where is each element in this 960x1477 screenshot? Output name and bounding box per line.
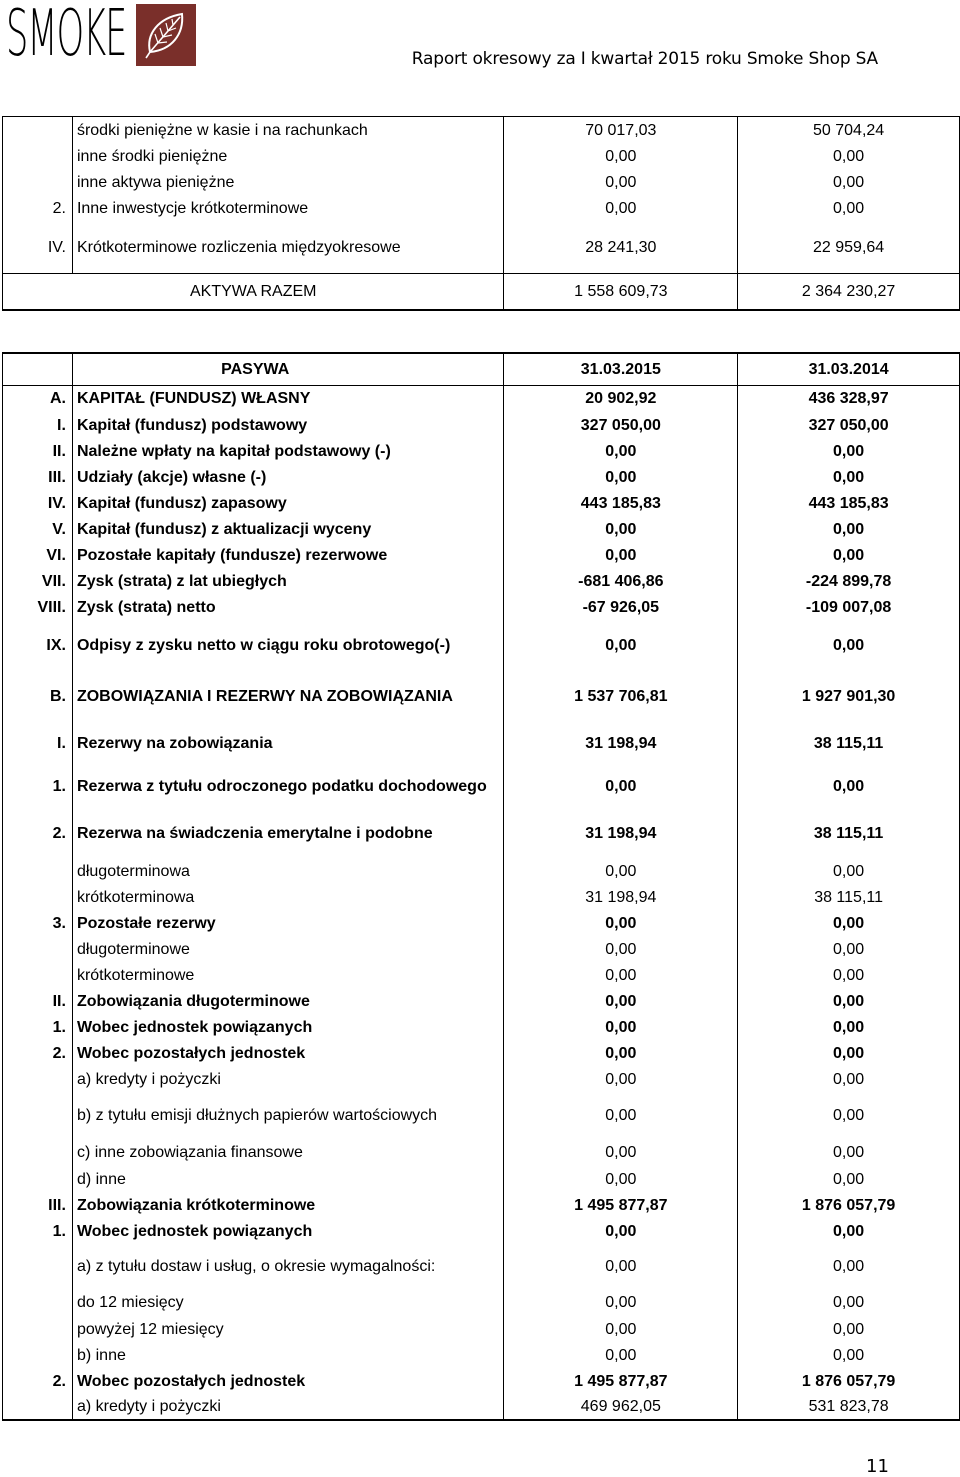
table-row [3,1368,960,1394]
value-2014: -224 899,78 [738,568,960,594]
row-label: Wobec jednostek powiązanych [72,1218,504,1244]
value-2014: 0,00 [738,1218,960,1244]
total-row [3,274,960,310]
table-row [3,1394,960,1420]
value-2014: 38 115,11 [738,884,960,910]
row-label: inne aktywa pieniężne [72,170,504,196]
value-2015: 0,00 [504,962,738,988]
table-row [3,516,960,542]
report-title: Raport okresowy za I kwartał 2015 roku Smoke Shop SA [411,49,878,69]
row-label: Inne inwestycje krótkoterminowe [72,196,504,222]
row-number: 1. [3,764,73,808]
value-2014: 1 927 901,30 [738,670,960,722]
value-2015: 0,00 [504,438,738,464]
row-number: 3. [3,910,73,936]
row-label: powyżej 12 miesięcy [72,1316,504,1342]
assets-total-2015: 1 558 609,73 [504,274,738,310]
value-2014: 0,00 [738,1040,960,1066]
value-2014: 0,00 [738,516,960,542]
page-header [0,0,960,80]
value-2015: 0,00 [504,936,738,962]
value-2015: 20 902,92 [504,385,738,412]
table-row [3,988,960,1014]
row-number [3,144,73,170]
value-2015: 70 017,03 [504,117,738,144]
row-number [3,858,73,884]
row-number [3,962,73,988]
value-2014: 0,00 [738,936,960,962]
value-2014: 0,00 [738,170,960,196]
row-number: IX. [3,620,73,670]
value-2015: 0,00 [504,1138,738,1166]
value-2015: -67 926,05 [504,594,738,620]
row-label: Kapitał (fundusz) z aktualizacji wyceny [72,516,504,542]
row-number [3,1244,73,1288]
value-2015: 443 185,83 [504,490,738,516]
value-2014: 0,00 [738,988,960,1014]
assets-total-label: AKTYWA RAZEM [3,274,504,310]
table-row [3,1288,960,1316]
column-header-2015: 31.03.2015 [504,353,738,385]
table-row [3,1040,960,1066]
row-label: Krótkoterminowe rozliczenia międzyokresowe [72,222,504,274]
row-label: Wobec jednostek powiązanych [72,1014,504,1040]
value-2015: 327 050,00 [504,412,738,438]
value-2015: 0,00 [504,1092,738,1138]
row-number: VI. [3,542,73,568]
row-number: II. [3,988,73,1014]
value-2014: 443 185,83 [738,490,960,516]
row-label: Rezerwa na świadczenia emerytalne i podobne [72,808,504,858]
value-2014: 0,00 [738,910,960,936]
row-label: Kapitał (fundusz) zapasowy [72,490,504,516]
value-2015: 0,00 [504,1244,738,1288]
row-label: a) z tytułu dostaw i usług, o okresie wymagalności: [72,1244,504,1288]
table-row [3,1342,960,1368]
table-row [3,594,960,620]
value-2015: 0,00 [504,620,738,670]
value-2015: 0,00 [504,910,738,936]
row-number: 2. [3,1040,73,1066]
table-row [3,385,960,412]
row-number [3,936,73,962]
row-number: 2. [3,196,73,222]
value-2014: 38 115,11 [738,722,960,764]
value-2014: 436 328,97 [738,385,960,412]
row-number [3,170,73,196]
row-number: I. [3,722,73,764]
row-label: krótkoterminowe [72,962,504,988]
row-number: I. [3,412,73,438]
value-2015: 0,00 [504,1040,738,1066]
row-label: Udziały (akcje) własne (-) [72,464,504,490]
row-label: Pozostałe rezerwy [72,910,504,936]
table-row [3,1218,960,1244]
value-2015: 0,00 [504,1014,738,1040]
value-2015: 0,00 [504,542,738,568]
value-2014: 531 823,78 [738,1394,960,1420]
row-number: B. [3,670,73,722]
row-label: inne środki pieniężne [72,144,504,170]
value-2014: 327 050,00 [738,412,960,438]
table-row [3,196,960,222]
value-2014: 38 115,11 [738,808,960,858]
table-row [3,438,960,464]
value-2015: 28 241,30 [504,222,738,274]
value-2014: 0,00 [738,438,960,464]
logo-wordmark: SMOKE [6,0,127,71]
value-2014: 0,00 [738,1316,960,1342]
row-number [3,1092,73,1138]
table-row [3,490,960,516]
row-number [3,1066,73,1092]
row-number [3,1394,73,1420]
row-number [3,1342,73,1368]
row-number: III. [3,464,73,490]
table-row [3,808,960,858]
row-number: V. [3,516,73,542]
row-label: długoterminowa [72,858,504,884]
row-label: Wobec pozostałych jednostek [72,1040,504,1066]
value-2014: 0,00 [738,1288,960,1316]
value-2014: 0,00 [738,1014,960,1040]
value-2014: 0,00 [738,1342,960,1368]
table-row [3,170,960,196]
row-label: środki pieniężne w kasie i na rachunkach [72,117,504,144]
row-label: Zobowiązania długoterminowe [72,988,504,1014]
value-2014: 0,00 [738,1244,960,1288]
value-2015: 0,00 [504,858,738,884]
table-row [3,670,960,722]
table-row [3,764,960,808]
value-2014: 0,00 [738,1066,960,1092]
row-label: Odpisy z zysku netto w ciągu roku obrotowego(-) [72,620,504,670]
row-number [3,117,73,144]
table-row [3,962,960,988]
value-2015: 0,00 [504,516,738,542]
row-label: Zysk (strata) z lat ubiegłych [72,568,504,594]
row-label: Należne wpłaty na kapitał podstawowy (-) [72,438,504,464]
value-2015: 1 537 706,81 [504,670,738,722]
value-2015: 0,00 [504,144,738,170]
value-2015: -681 406,86 [504,568,738,594]
row-label: a) kredyty i pożyczki [72,1394,504,1420]
value-2014: 50 704,24 [738,117,960,144]
table-row [3,884,960,910]
row-number: 1. [3,1014,73,1040]
table-row [3,1316,960,1342]
table-header-row [3,353,960,385]
row-label: ZOBOWIĄZANIA I REZERWY NA ZOBOWIĄZANIA [72,670,504,722]
row-number: 2. [3,808,73,858]
row-label: długoterminowe [72,936,504,962]
value-2015: 0,00 [504,1066,738,1092]
table-row [3,542,960,568]
assets-total-2014: 2 364 230,27 [738,274,960,310]
row-label: b) z tytułu emisji dłużnych papierów wartościowych [72,1092,504,1138]
table-row [3,910,960,936]
value-2014: 1 876 057,79 [738,1368,960,1394]
value-2015: 0,00 [504,988,738,1014]
value-2015: 0,00 [504,464,738,490]
row-number [3,1138,73,1166]
row-label: a) kredyty i pożyczki [72,1066,504,1092]
table-row [3,620,960,670]
value-2015: 0,00 [504,1166,738,1192]
table-row [3,1192,960,1218]
value-2014: 22 959,64 [738,222,960,274]
value-2015: 0,00 [504,1288,738,1316]
table-row [3,936,960,962]
table-row [3,1066,960,1092]
row-number: VIII. [3,594,73,620]
value-2014: 0,00 [738,764,960,808]
value-2014: 0,00 [738,196,960,222]
row-label: KAPITAŁ (FUNDUSZ) WŁASNY [72,385,504,412]
table-row [3,144,960,170]
value-2015: 31 198,94 [504,884,738,910]
row-label: Rezerwa z tytułu odroczonego podatku dochodowego [72,764,504,808]
value-2014: 0,00 [738,464,960,490]
value-2014: 0,00 [738,144,960,170]
value-2015: 0,00 [504,1342,738,1368]
value-2014: 0,00 [738,542,960,568]
value-2015: 1 495 877,87 [504,1368,738,1394]
row-number: III. [3,1192,73,1218]
table-row [3,1166,960,1192]
value-2015: 469 962,05 [504,1394,738,1420]
column-header-2014: 31.03.2014 [738,353,960,385]
value-2015: 0,00 [504,1316,738,1342]
value-2014: 0,00 [738,1092,960,1138]
table-row [3,568,960,594]
assets-table [2,116,960,311]
table-row [3,722,960,764]
table-row [3,1092,960,1138]
value-2014: 0,00 [738,1138,960,1166]
value-2015: 0,00 [504,196,738,222]
row-number [3,884,73,910]
row-label: do 12 miesięcy [72,1288,504,1316]
table-row [3,1138,960,1166]
value-2015: 31 198,94 [504,722,738,764]
leaf-logo-icon [136,4,196,66]
value-2015: 1 495 877,87 [504,1192,738,1218]
liabilities-table [2,352,960,1421]
row-label: Zysk (strata) netto [72,594,504,620]
pasywa-header-label: PASYWA [72,353,504,385]
row-number: VII. [3,568,73,594]
row-number: IV. [3,222,73,274]
row-label: b) inne [72,1342,504,1368]
value-2014: 0,00 [738,858,960,884]
row-label: Rezerwy na zobowiązania [72,722,504,764]
value-2014: 0,00 [738,1166,960,1192]
row-number: 1. [3,1218,73,1244]
value-2014: -109 007,08 [738,594,960,620]
row-label: d) inne [72,1166,504,1192]
value-2014: 1 876 057,79 [738,1192,960,1218]
row-number [3,1166,73,1192]
value-2015: 0,00 [504,1218,738,1244]
table-row [3,412,960,438]
row-label: Zobowiązania krótkoterminowe [72,1192,504,1218]
row-label: Kapitał (fundusz) podstawowy [72,412,504,438]
page-number: 11 [866,1456,889,1477]
row-label: krótkoterminowa [72,884,504,910]
row-number: IV. [3,490,73,516]
table-row [3,1244,960,1288]
row-label: Wobec pozostałych jednostek [72,1368,504,1394]
value-2014: 0,00 [738,962,960,988]
row-number [3,1316,73,1342]
value-2015: 0,00 [504,170,738,196]
row-label: Pozostałe kapitały (fundusze) rezerwowe [72,542,504,568]
value-2015: 31 198,94 [504,808,738,858]
row-number: A. [3,385,73,412]
value-2014: 0,00 [738,620,960,670]
row-number: II. [3,438,73,464]
row-number [3,1288,73,1316]
table-row [3,858,960,884]
value-2015: 0,00 [504,764,738,808]
row-label: c) inne zobowiązania finansowe [72,1138,504,1166]
table-row [3,464,960,490]
table-row [3,117,960,144]
table-row [3,222,960,274]
table-row [3,1014,960,1040]
row-number: 2. [3,1368,73,1394]
